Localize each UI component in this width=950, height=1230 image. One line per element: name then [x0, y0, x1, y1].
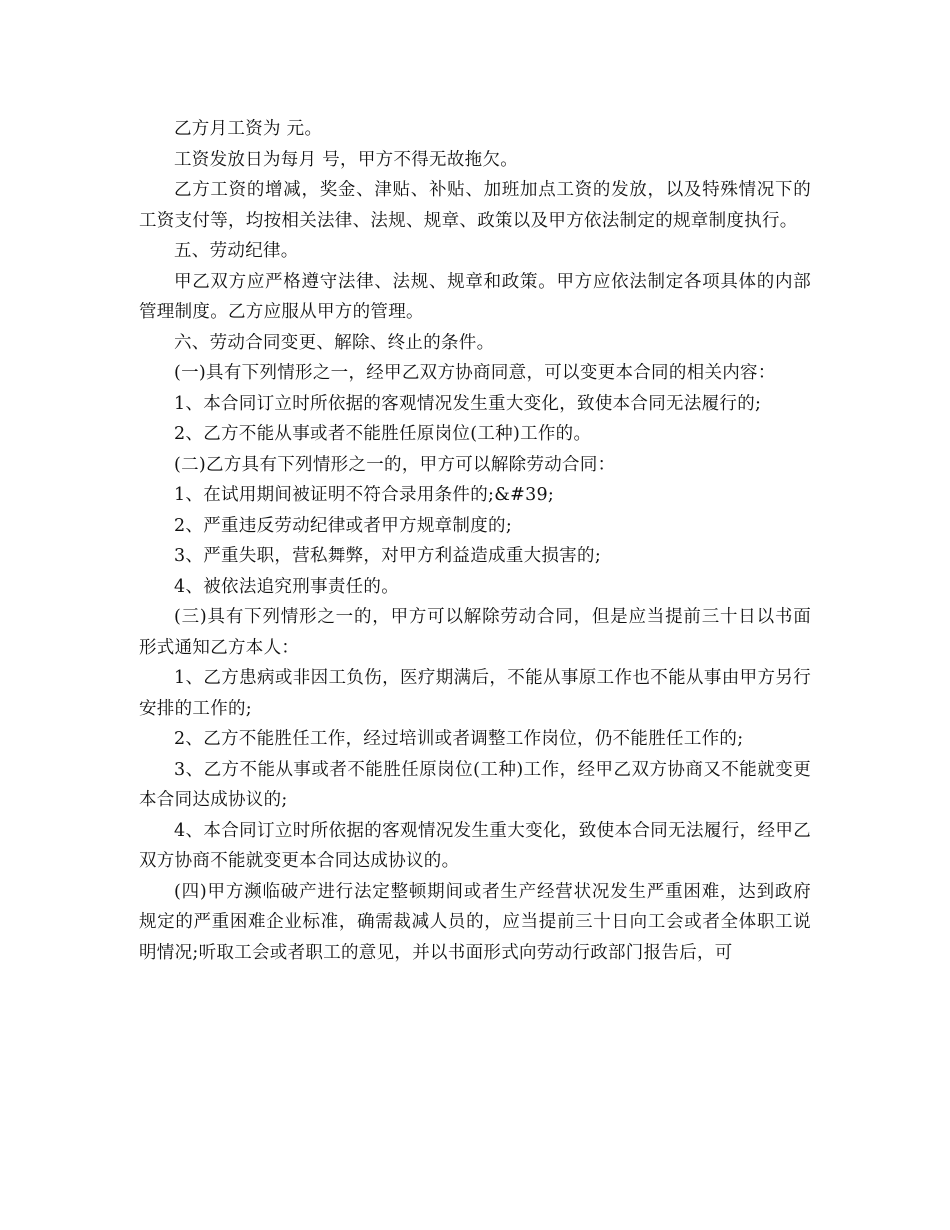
clause-3-item-4: 4、本合同订立时所依据的客观情况发生重大变化，致使本合同无法履行，经甲乙双方协商不能就变更本合同达成协议的。: [139, 820, 811, 871]
clause-1-item-2: 2、乙方不能从事或者不能胜任原岗位(工种)工作的。: [174, 424, 592, 444]
clause-2-heading: (二)乙方具有下列情形之一的，甲方可以解除劳动合同：: [174, 454, 616, 475]
section-heading-contract-change: 六、劳动合同变更、解除、终止的条件。: [174, 332, 495, 353]
clause-3-item-3: 3、乙方不能从事或者不能胜任原岗位(工种)工作，经甲乙双方协商又不能就变更本合同达成协议的;: [139, 759, 811, 810]
clause-4-heading: (四)甲方濒临破产进行法定整顿期间或者生产经营状况发生严重困难，达到政府规定的严重困难企业标准，确需裁减人员的，应当提前三十日向工会或者全体职工说明情况;听取工会或者职工的意见，并以书面形式向劳动行政部门报告后，可: [139, 881, 811, 963]
clause-3-item-1: 1、乙方患病或非因工负伤，医疗期满后，不能从事原工作也不能从事由甲方另行安排的工作的;: [139, 668, 811, 719]
paragraph-payday: 工资发放日为每月 号，甲方不得无故拖欠。: [174, 149, 519, 170]
clause-2-item-2: 2、严重违反劳动纪律或者甲方规章制度的;: [174, 515, 513, 536]
paragraph-salary-amount: 乙方月工资为 元。: [174, 119, 323, 139]
document-body: [139, 114, 811, 968]
clause-3-item-2: 2、乙方不能胜任工作，经过培训或者调整工作岗位，仍不能胜任工作的;: [174, 729, 744, 749]
clause-2-item-3: 3、严重失职，营私舞弊，对甲方利益造成重大损害的;: [174, 546, 602, 566]
section-heading-labor-discipline: 五、劳动纪律。: [174, 241, 299, 261]
paragraph-salary-adjustment: 乙方工资的增减，奖金、津贴、补贴、加班加点工资的发放，以及特殊情况下的工资支付等，均按相关法律、法规、规章、政策以及甲方依法制定的规章制度执行。: [139, 180, 811, 231]
clause-2-item-4: 4、被依法追究刑事责任的。: [174, 576, 400, 597]
clause-1-item-1: 1、本合同订立时所依据的客观情况发生重大变化，致使本合同无法履行的;: [174, 393, 762, 414]
clause-2-item-1: 1、在试用期间被证明不符合录用条件的;&#39;: [174, 485, 555, 505]
clause-3-heading: (三)具有下列情形之一的，甲方可以解除劳动合同，但是应当提前三十日以书面形式通知乙方本人：: [139, 607, 811, 658]
clause-1-heading: (一)具有下列情形之一，经甲乙双方协商同意，可以变更本合同的相关内容：: [174, 363, 776, 383]
paragraph-labor-discipline: 甲乙双方应严格遵守法律、法规、规章和政策。甲方应依法制定各项具体的内部管理制度。乙方应服从甲方的管理。: [139, 271, 811, 322]
